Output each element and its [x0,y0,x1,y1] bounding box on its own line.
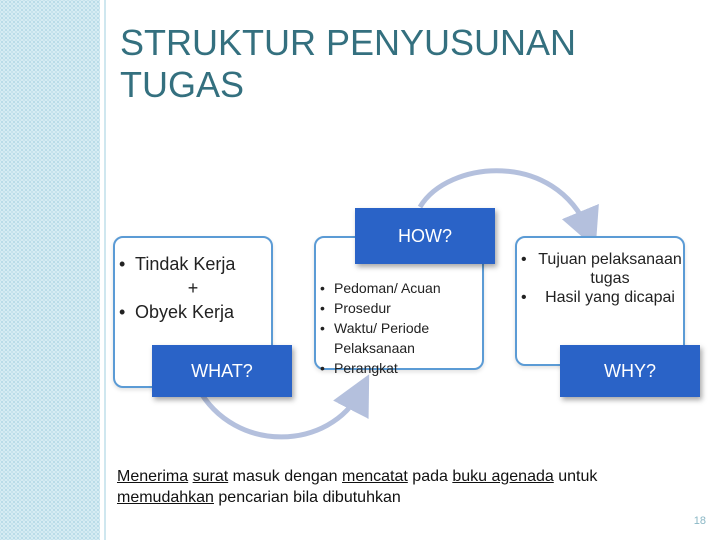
slide-caption [117,466,677,508]
caption-word-surat: surat [192,468,229,485]
caption-word-mencatat: mencatat [342,468,408,485]
caption-word-menerima: Menerima [117,468,189,485]
why-item-1: • Tujuan pelaksanaan tugas [517,250,683,288]
why-item-2: • Hasil yang dicapai [517,288,683,307]
caption-word-memudahkan: memudahkan [117,489,214,506]
caption-word-buku-agenada: buku agenada [452,468,554,485]
what-item-1: • Tindak Kerja [115,252,271,276]
what-tag: WHAT? [152,345,292,397]
what-item-2: • Obyek Kerja [115,300,271,324]
caption-text-2: pada [407,468,453,485]
how-tag: HOW? [355,208,495,264]
how-item-1: • Pedoman/ Acuan [316,278,482,298]
caption-text-4: pencarian bila dibutuhkan [213,489,401,506]
why-tag: WHY? [560,345,700,397]
page-number: 18 [693,515,706,527]
caption-text-3: untuk [553,468,598,485]
caption-text-1: masuk dengan [228,468,343,485]
how-item-3: • Waktu/ Periode Pelaksanaan [316,318,482,358]
what-item-plus: + [187,278,199,298]
how-item-4: • Perangkat [316,358,482,378]
slide-title: STRUKTUR PENYUSUNAN TUGAS [120,22,577,105]
how-item-2: • Prosedur [316,298,482,318]
